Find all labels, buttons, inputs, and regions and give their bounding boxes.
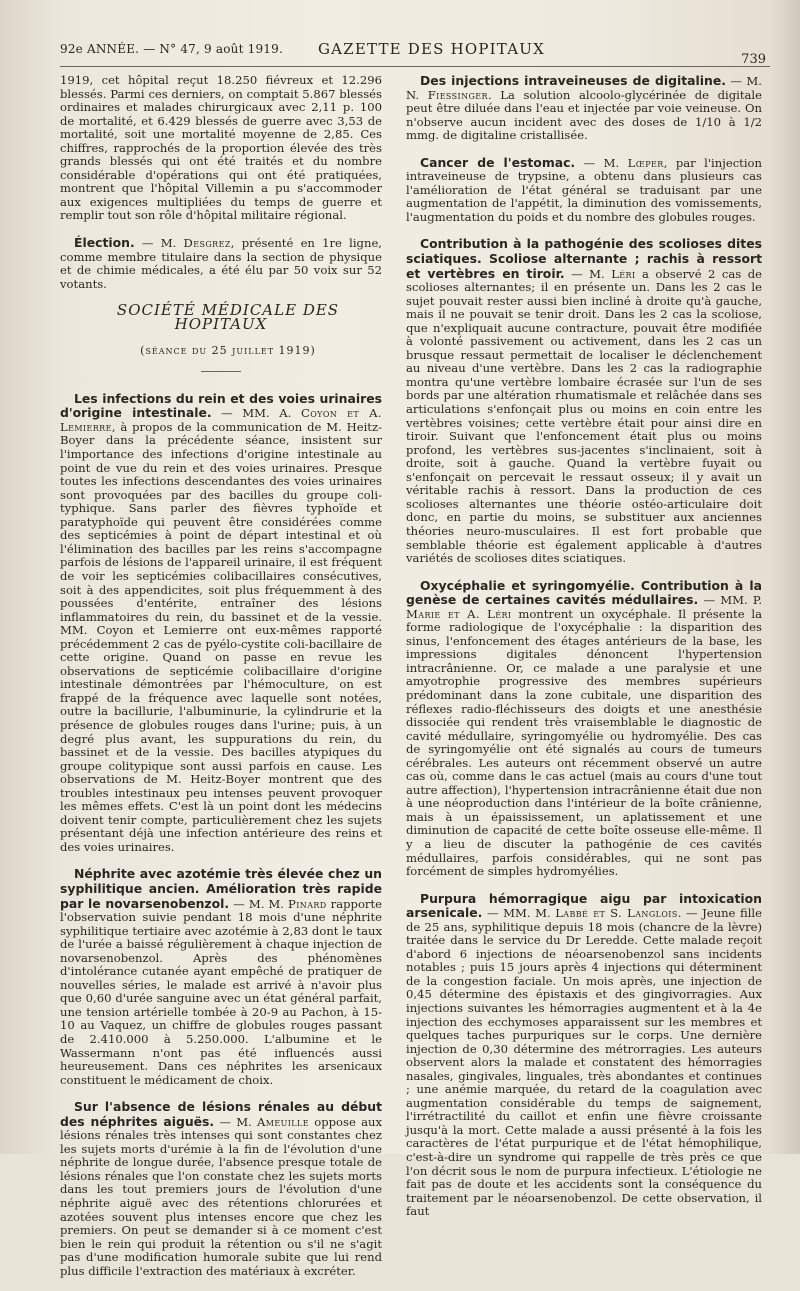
- article-heading: Néphrite avec azotémie très élevée chez un syphilitique ancien. Amélioration très rapide par le novarsenobenzol.: [60, 866, 382, 911]
- article-acute-nephritis: Sur l'absence de lésions rénales au début des néphrites aiguës. — M. Ameuille oppose aux lésions rénales très intenses qui sont constantes chez les sujets morts d'urémie à la fin de l'évolution d'une néphrite de longue durée, l'absence presque totale de lésions rénales que l'on constate chez les sujets morts dans les tout premiers jours de l'évolution d'une néphrite aiguë avec des rétentions chlorurées et azotées souvent plus intenses encore que chez les premiers. On peut se demander si à ce moment c'est bien le rein qui produit la rétention ou s'il ne s'agit pas d'une modification humorale subite que lui rend plus difficile l'extraction des matériaux à excréter.: [60, 1099, 382, 1278]
- article-purpura: Purpura hémorragique aigu par intoxication arsenicale. — MM. M. Labbé et S. Langlois. — Jeune fille de 25 ans, syphilitique depuis 18 mois (chancre de la lèvre) traitée dans le service du Dr Leredde. Cette malade reçoit d'abord 6 injections de néoarsenobenzol sans incidents notables ; puis 15 jours après 4 injections qui déterminent de la congestion faciale. Un mois après, une injection de 0,45 détermine des épistaxis et des gingivorragies. Aux injections suivantes les hémorragies augmentent et à la 4e injection des ecchymoses apparaissent sur les membres et quelques taches purpuriques sur le corps. Une dernière injection de 0,30 détermine des métrorragies. Les auteurs observent alors la malade et constatent des hémorragies nasales, gingivales, linguales, très abondantes et continues ; une anémie marquée, du retard de la coagulation avec augmentation considérable du temps de saignement, l'irrétractilité du caillot et enfin une fièvre croissante jusqu'à la mort. Cette malade a aussi présenté à la fois les caractères de l'état purpurique et de l'état hémophilique, c'est-à-dire un syndrome qui rappelle de très près ce que l'on décrit sous le nom de purpura infectieux. L'étiologie ne fait pas de doute et les accidents sont la conséquence du traitement par le néoarsenobenzol. De cette observation, il faut: [406, 890, 762, 1219]
- author-name: Coyon et A. Lemierre: [60, 406, 382, 434]
- author-name: Marie et A. Léri: [406, 606, 512, 621]
- election-heading: Élection.: [74, 235, 135, 251]
- page-header: [60, 40, 770, 68]
- society-title: SOCIÉTÉ MÉDICALE DES HOPITAUX: [116, 301, 340, 333]
- article-urinary-infections: Les infections du rein et des voies urinaires d'origine intestinale. — MM. A. Coyon et A. Lemierre, à propos de la communication de M. Heitz-Boyer dans la précédente séance, insistent sur l'importance des infections d'origine intestinale au point de vue du rein et des voies urinaires. Presque toutes les infections descendantes des voies urinaires sont provoquées par des bacilles du groupe coli-typhique. Sans parler des fièvres typhoïde et paratyphoïde qui peuvent être considérées comme des septicémies à point de départ intestinal et où l'élimination des bacilles par les reins s'accompagne parfois de lésions de l'appareil urinaire, il est fréquent de voir les septicémies colibacillaires consécutives, soit à des appendicites, soit plus fréquemment à des poussées d'entérite, entraîner des lésions inflammatoires du rein, du bassinet et de la vessie. MM. Coyon et Lemierre ont eux-mêmes rapporté précédemment 2 cas de pyélo-cystite coli-bacillaire de cette origine. Quand on passe en revue les observations de septicémie colibacillaire d'origine intestinale démontrées par l'hémoculture, on est frappé de la fréquence avec laquelle sont notées, outre la bacillurie, l'albuminurie, la cylindrurie et la présence de globules rouges dans l'urine; puis, à un degré plus avant, les suppurations du rein, du bassinet et de la vessie. Des bacilles atypiques du groupe colitypique sont aussi parfois en cause. Les observations de M. Heitz-Boyer montrent que des troubles intestinaux peu intenses peuvent provoquer les mêmes effets. C'est là un point dont les médecins doivent tenir compte, particulièrement chez les sujets présentant déjà une infection antérieure des reins et des voies urinaires.: [60, 390, 382, 854]
- hospital-report-paragraph: 1919, cet hôpital reçut 18.250 fiévreux et 12.296 blessés. Parmi ces derniers, on comptait 5.867 blessés ordinaires et malades chirurgicaux avec 2,11 p. 100 de mortalité, et 6.429 blessés de guerre avec 3,53 de mortalité, soit une mortalité moyenne de 2,85. Ces chiffres, rapprochés de la proportion élevée des très grands blessés qui ont été traités et du nombre considérable d'opérations qui ont été pratiquées, montrent que l'hôpital Villemin a pu s'accommoder aux exigences multipliées du temps de guerre et remplir tout son rôle d'hôpital militaire régional.: [60, 73, 382, 223]
- page-number: 739: [741, 52, 766, 67]
- author-name: Ameuille: [257, 1114, 309, 1129]
- article-heading: Sur l'absence de lésions rénales au début des néphrites aiguës.: [60, 1099, 382, 1129]
- left-column: [60, 74, 382, 1291]
- right-column: [406, 74, 762, 1232]
- article-scoliosis: Contribution à la pathogénie des scolioses dites sciatiques. Scoliose alternante ; rachis à ressort et vertèbres en tiroir. — M. Léri a observé 2 cas de scolioses alternantes; il en présente un. Dans les 2 cas le sujet pouvait rester aussi bien incliné à droite qu'à gauche, mais il ne pouvait se tenir droit. Dans les 2 cas la scoliose, que n'expliquait aucune contracture, pouvait être modifiée à volonté passivement ou activement, dans les 2 cas un brusque ressaut permettait de localiser le déclenchement au niveau d'une vertèbre. Dans les 2 cas la radiographie montra qu'une vertèbre lombaire écrasée sur l'un de ses bords par une altération rhumatismale et relâchée dans ses articulations s'enfonçait plus ou moins en coin entre les vertèbres voisines; cette vertèbre était pour ainsi dire en tiroir. Suivant que l'enfoncement était plus ou moins profond, les vertèbres sus-jacentes s'inclinaient, soit à droite, soit à gauche. Quand la vertèbre fuyait ou s'enfonçait on percevait le ressaut osseux; il y avait un véritable rachis à ressort. Dans la production de ces scolioses alternantes une théorie ostéo-articulaire doit donc, en partie du moins, se substituer aux anciennes théories neuro-musculaires. Il est fort probable que semblable théorie est également applicable à d'autres variétés de scolioses dites sciatiques.: [406, 236, 762, 566]
- election-paragraph: Élection. — M. Desgrez, présenté en 1re ligne, comme membre titulaire dans la section de physique et de chimie médicales, a été élu par 50 voix sur 52 votants.: [60, 235, 382, 291]
- section-divider: [201, 371, 241, 372]
- author-name: Desgrez: [183, 236, 231, 251]
- article-stomach-cancer: Cancer de l'estomac. — M. Lœper, par l'injection intraveineuse de trypsine, a obtenu dans plusieurs cas l'amélioration de l'état général se traduisant par une augmentation de l'appétit, la diminution des vomissements, l'augmentation du poids et du nombre des globules rouges.: [406, 154, 762, 224]
- header-rule: [60, 66, 770, 67]
- issue-info: 92e ANNÉE. — N° 47, 9 août 1919.: [60, 42, 283, 56]
- author-name: Lœper: [627, 155, 664, 170]
- author-name: Pinard: [288, 896, 327, 911]
- session-date: (séance du 25 juillet 1919): [140, 344, 316, 358]
- article-heading: Cancer de l'estomac.: [420, 154, 576, 170]
- author-name: Labbé et S. Langlois: [555, 906, 678, 921]
- article-oxycephaly: Oxycéphalie et syringomyélie. Contribution à la genèse de certaines cavités médullaires. — MM. P. Marie et A. Léri montrent un oxycéphale. Il présente la forme radiologique de l'oxycéphalie : la disparition des sinus, l'enfoncement des étages antérieurs de la base, les impressions digitales dénoncent l'hypertension intracrânienne. Or, ce malade a une paralysie et une amyotrophie progressive des membres supérieurs prédominant dans la zone cubitale, une disparition des réflexes radio-fléchisseurs des doigts et une anesthésie dissociée qui rendent très vraisemblable le diagnostic de cavité médullaire, syringomyélie ou hydromyélie. Des cas de syringomyélie ont été signalés au cours de tumeurs cérébrales. Les auteurs ont récemment observé un autre cas où, comme dans le cas actuel (mais au cours d'une tout autre affection), l'hypertension intracrânienne était due non à une néoproduction dans l'intérieur de la boîte crânienne, mais à un épaississement, un aplatissement et une diminution de capacité de cette boîte osseuse elle-même. Il y a lieu de discuter la pathogénie de ces cavités médullaires, parfois considérables, qui ne sont pas forcément de simples hydromyélies.: [406, 577, 762, 879]
- page-edge-shadow: [770, 0, 800, 1154]
- article-digitaline: Des injections intraveineuses de digitaline. — M. N. Fiessinger. La solution alcoolo-glycérinée de digitale peut être diluée dans l'eau et injectée par voie veineuse. On n'observe aucun incident avec des doses de 1/10 à 1/2 mmg. de digitaline cristallisée.: [406, 73, 762, 143]
- author-name: Fiessinger: [427, 87, 488, 102]
- article-heading: Contribution à la pathogénie des scolioses dites sciatiques. Scoliose alternante ; rachis à ressort et vertèbres en tiroir.: [406, 236, 762, 281]
- article-nephritis-syphilis: Néphrite avec azotémie très élevée chez un syphilitique ancien. Amélioration très rapide par le novarsenobenzol. — M. M. Pinard rapporte l'observation suivie pendant 18 mois d'une néphrite syphilitique tertiaire avec azotémie à 2,83 dont le taux de l'urée a baissé régulièrement à chaque injection de novarsenobenzol. Après des phénomènes d'intolérance cutanée ayant empêché de pratiquer de nouvelles séries, le malade est arrivé à n'avoir plus que 0,60 d'urée sanguine avec un état général parfait, une tension artérielle tombée à 20-9 au Pachon, à 15-10 au Vaquez, un chiffre de globules rouges passant de 2.410.000 à 5.250.000. L'albumine et le Wassermann n'ont pas été influencés aussi heureusement. Dans ces néphrites les arsenicaux constituent le médicament de choix.: [60, 866, 382, 1087]
- article-heading: Purpura hémorragique aigu par intoxication arsenicale.: [406, 890, 762, 921]
- article-heading: Oxycéphalie et syringomyélie. Contribution à la genèse de certaines cavités médullaires.: [406, 577, 762, 608]
- journal-title: GAZETTE DES HOPITAUX: [318, 40, 545, 58]
- article-heading: Les infections du rein et des voies urinaires d'origine intestinale.: [60, 390, 382, 421]
- article-heading: Des injections intraveineuses de digitaline.: [420, 73, 726, 88]
- author-name: Léri: [611, 266, 636, 281]
